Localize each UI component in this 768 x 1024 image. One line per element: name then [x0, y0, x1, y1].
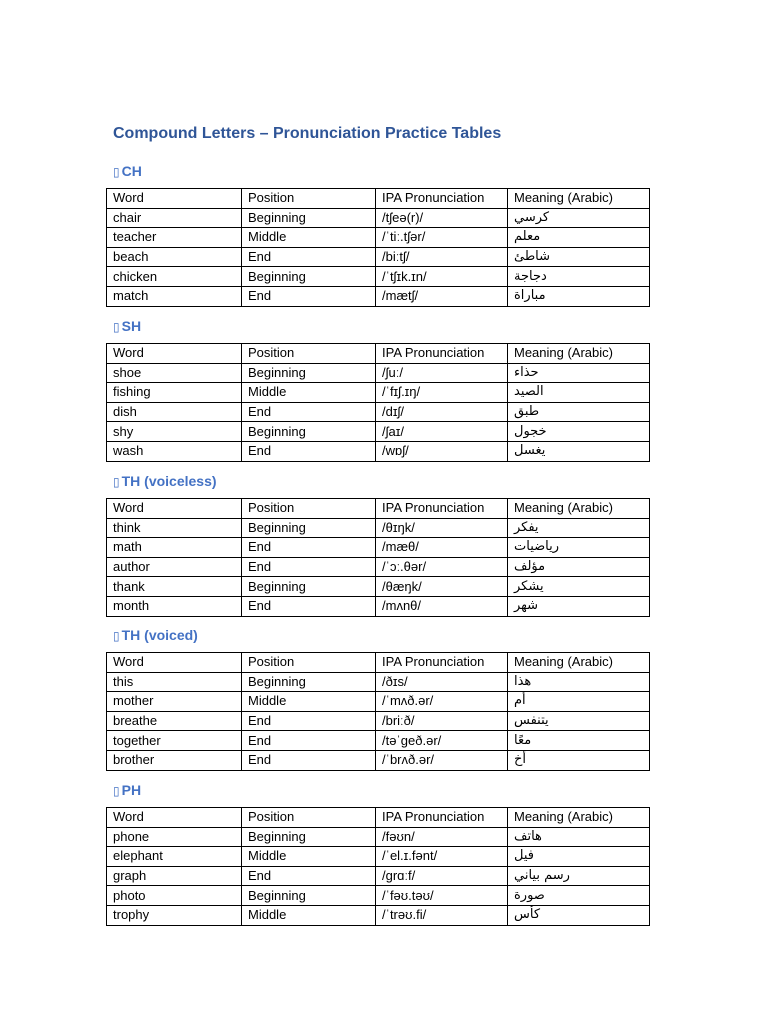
ipa-cell: /ˈɔː.θər/: [376, 557, 508, 577]
table-row: [107, 905, 650, 925]
position-cell: Beginning: [242, 422, 376, 442]
table-row: [107, 557, 650, 577]
ipa-cell: /fəʊn/: [376, 827, 508, 847]
word-cell: together: [107, 731, 242, 751]
meaning-cell: كأس: [508, 905, 650, 925]
position-cell: Beginning: [242, 672, 376, 692]
word-cell: fishing: [107, 383, 242, 403]
position-cell: End: [242, 596, 376, 616]
column-header: IPA Pronunciation: [376, 808, 508, 828]
position-cell: Beginning: [242, 577, 376, 597]
position-cell: End: [242, 538, 376, 558]
column-header: Position: [242, 189, 376, 209]
table-row: [107, 847, 650, 867]
section-4: [106, 781, 649, 926]
position-cell: Beginning: [242, 886, 376, 906]
column-header: Meaning (Arabic): [508, 808, 650, 828]
meaning-cell: كرسي: [508, 208, 650, 228]
meaning-cell: معًا: [508, 731, 650, 751]
ipa-cell: /tʃeə(r)/: [376, 208, 508, 228]
ipa-cell: /ˈel.ɪ.fənt/: [376, 847, 508, 867]
section-heading: [113, 162, 649, 181]
meaning-cell: أخ: [508, 750, 650, 770]
word-cell: dish: [107, 402, 242, 422]
table-row: [107, 866, 650, 886]
meaning-cell: يغسل: [508, 441, 650, 461]
ipa-cell: /ˈmʌð.ər/: [376, 692, 508, 712]
table-row: [107, 596, 650, 616]
section-0: [106, 162, 649, 307]
meaning-cell: يفكر: [508, 518, 650, 538]
word-cell: breathe: [107, 711, 242, 731]
table-row: [107, 247, 650, 267]
missing-glyph-icon: ▯: [113, 165, 120, 179]
ipa-cell: /ˈfəʊ.təʊ/: [376, 886, 508, 906]
meaning-cell: هاتف: [508, 827, 650, 847]
position-cell: Beginning: [242, 363, 376, 383]
missing-glyph-icon: ▯: [113, 784, 120, 798]
table-row: [107, 228, 650, 248]
ipa-cell: /grɑːf/: [376, 866, 508, 886]
table-header-row: [107, 499, 650, 519]
column-header: IPA Pronunciation: [376, 344, 508, 364]
table-row: [107, 383, 650, 403]
table-row: [107, 672, 650, 692]
word-cell: thank: [107, 577, 242, 597]
section-2: [106, 472, 649, 617]
table-row: [107, 422, 650, 442]
table-row: [107, 731, 650, 751]
position-cell: End: [242, 441, 376, 461]
word-cell: wash: [107, 441, 242, 461]
position-cell: Middle: [242, 383, 376, 403]
missing-glyph-icon: ▯: [113, 320, 120, 334]
word-cell: shoe: [107, 363, 242, 383]
column-header: Word: [107, 344, 242, 364]
section-heading: [113, 626, 649, 645]
table-row: [107, 208, 650, 228]
word-cell: shy: [107, 422, 242, 442]
section-heading: [113, 317, 649, 336]
meaning-cell: هذا: [508, 672, 650, 692]
table-row: [107, 577, 650, 597]
meaning-cell: مؤلف: [508, 557, 650, 577]
table-header-row: [107, 189, 650, 209]
section-heading: [113, 472, 649, 491]
word-cell: elephant: [107, 847, 242, 867]
meaning-cell: صورة: [508, 886, 650, 906]
ipa-cell: /ðɪs/: [376, 672, 508, 692]
missing-glyph-icon: ▯: [113, 475, 120, 489]
ipa-cell: /biːtʃ/: [376, 247, 508, 267]
word-cell: chicken: [107, 267, 242, 287]
section-3: [106, 626, 649, 771]
section-heading-text: CH: [121, 163, 142, 179]
ipa-cell: /ʃaɪ/: [376, 422, 508, 442]
pronunciation-table: [106, 807, 650, 926]
column-header: IPA Pronunciation: [376, 189, 508, 209]
column-header: Meaning (Arabic): [508, 189, 650, 209]
meaning-cell: أم: [508, 692, 650, 712]
column-header: Position: [242, 499, 376, 519]
meaning-cell: رسم بياني: [508, 866, 650, 886]
word-cell: teacher: [107, 228, 242, 248]
meaning-cell: معلم: [508, 228, 650, 248]
ipa-cell: /ˈtiː.tʃər/: [376, 228, 508, 248]
meaning-cell: رياضيات: [508, 538, 650, 558]
position-cell: End: [242, 866, 376, 886]
table-row: [107, 692, 650, 712]
column-header: IPA Pronunciation: [376, 653, 508, 673]
word-cell: trophy: [107, 905, 242, 925]
column-header: Word: [107, 653, 242, 673]
position-cell: End: [242, 731, 376, 751]
section-heading-text: TH (voiced): [121, 627, 198, 643]
meaning-cell: شهر: [508, 596, 650, 616]
pronunciation-table: [106, 188, 650, 307]
table-row: [107, 750, 650, 770]
word-cell: phone: [107, 827, 242, 847]
meaning-cell: طبق: [508, 402, 650, 422]
table-row: [107, 518, 650, 538]
document-title: Compound Letters – Pronunciation Practice Tables: [113, 125, 502, 142]
word-cell: this: [107, 672, 242, 692]
ipa-cell: /θɪŋk/: [376, 518, 508, 538]
word-cell: month: [107, 596, 242, 616]
meaning-cell: دجاجة: [508, 267, 650, 287]
table-row: [107, 538, 650, 558]
table-row: [107, 886, 650, 906]
position-cell: End: [242, 402, 376, 422]
column-header: Word: [107, 189, 242, 209]
position-cell: End: [242, 750, 376, 770]
position-cell: Beginning: [242, 267, 376, 287]
ipa-cell: /θæŋk/: [376, 577, 508, 597]
table-row: [107, 363, 650, 383]
column-header: Meaning (Arabic): [508, 344, 650, 364]
section-heading: [113, 781, 649, 800]
column-header: IPA Pronunciation: [376, 499, 508, 519]
position-cell: Middle: [242, 692, 376, 712]
column-header: Word: [107, 808, 242, 828]
ipa-cell: /ʃuː/: [376, 363, 508, 383]
column-header: Meaning (Arabic): [508, 499, 650, 519]
position-cell: End: [242, 711, 376, 731]
position-cell: Middle: [242, 847, 376, 867]
column-header: Position: [242, 344, 376, 364]
missing-glyph-icon: ▯: [113, 629, 120, 643]
section-heading-text: SH: [121, 318, 142, 334]
ipa-cell: /ˈfɪʃ.ɪŋ/: [376, 383, 508, 403]
word-cell: photo: [107, 886, 242, 906]
ipa-cell: /ˈtrəʊ.fi/: [376, 905, 508, 925]
table-header-row: [107, 344, 650, 364]
table-row: [107, 402, 650, 422]
meaning-cell: يشكر: [508, 577, 650, 597]
ipa-cell: /dɪʃ/: [376, 402, 508, 422]
word-cell: beach: [107, 247, 242, 267]
position-cell: End: [242, 557, 376, 577]
ipa-cell: /ˈbrʌð.ər/: [376, 750, 508, 770]
column-header: Position: [242, 808, 376, 828]
word-cell: author: [107, 557, 242, 577]
position-cell: End: [242, 286, 376, 306]
ipa-cell: /mʌnθ/: [376, 596, 508, 616]
word-cell: mother: [107, 692, 242, 712]
meaning-cell: الصيد: [508, 383, 650, 403]
position-cell: Middle: [242, 905, 376, 925]
ipa-cell: /briːð/: [376, 711, 508, 731]
ipa-cell: /ˈtʃɪk.ɪn/: [376, 267, 508, 287]
table-header-row: [107, 653, 650, 673]
position-cell: Beginning: [242, 518, 376, 538]
meaning-cell: يتنفس: [508, 711, 650, 731]
meaning-cell: شاطئ: [508, 247, 650, 267]
table-row: [107, 827, 650, 847]
meaning-cell: خجول: [508, 422, 650, 442]
position-cell: Middle: [242, 228, 376, 248]
pronunciation-table: [106, 652, 650, 771]
table-header-row: [107, 808, 650, 828]
meaning-cell: حذاء: [508, 363, 650, 383]
table-row: [107, 711, 650, 731]
word-cell: think: [107, 518, 242, 538]
section-1: [106, 317, 649, 462]
position-cell: Beginning: [242, 208, 376, 228]
ipa-cell: /təˈgeð.ər/: [376, 731, 508, 751]
position-cell: Beginning: [242, 827, 376, 847]
column-header: Position: [242, 653, 376, 673]
position-cell: End: [242, 247, 376, 267]
section-heading-text: TH (voiceless): [121, 473, 217, 489]
ipa-cell: /mæθ/: [376, 538, 508, 558]
table-row: [107, 441, 650, 461]
table-row: [107, 286, 650, 306]
word-cell: chair: [107, 208, 242, 228]
ipa-cell: /wɒʃ/: [376, 441, 508, 461]
section-heading-text: PH: [121, 782, 142, 798]
ipa-cell: /mætʃ/: [376, 286, 508, 306]
pronunciation-table: [106, 343, 650, 462]
pronunciation-table: [106, 498, 650, 617]
word-cell: math: [107, 538, 242, 558]
column-header: Meaning (Arabic): [508, 653, 650, 673]
word-cell: brother: [107, 750, 242, 770]
meaning-cell: مباراة: [508, 286, 650, 306]
table-row: [107, 267, 650, 287]
meaning-cell: فيل: [508, 847, 650, 867]
word-cell: match: [107, 286, 242, 306]
word-cell: graph: [107, 866, 242, 886]
column-header: Word: [107, 499, 242, 519]
